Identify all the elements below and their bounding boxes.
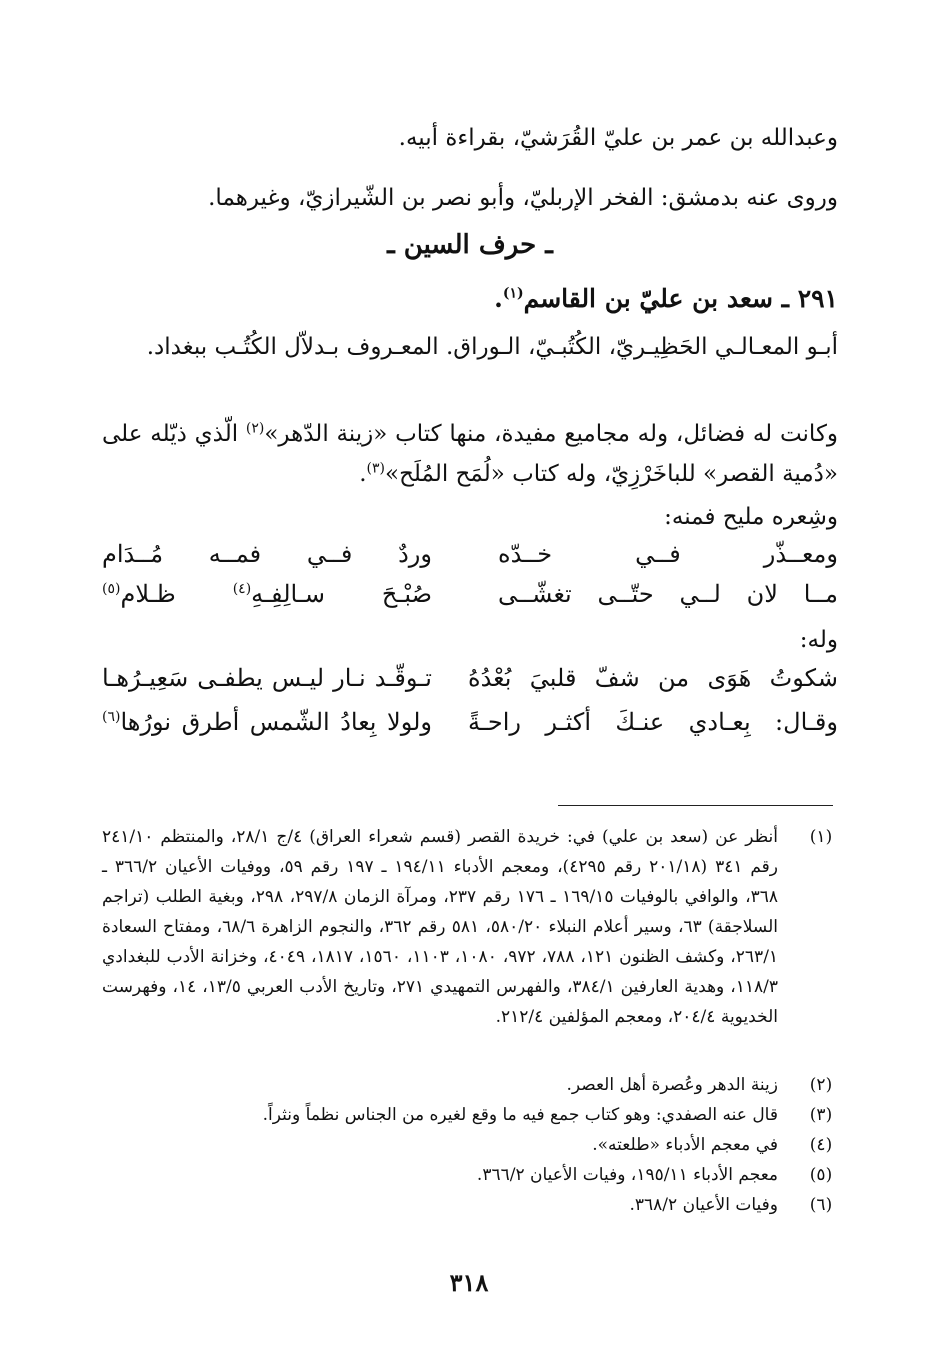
footnote-6 bbox=[102, 1190, 838, 1220]
verse-4-first-hemistich: وقـال: بِعـادي عنـكَ أكثـر راحـةً bbox=[468, 708, 838, 736]
verse-4 bbox=[102, 708, 838, 748]
footnote-text: معجم الأدباء ١٩٥/١١، وفيات الأعيان ٣٦٦/٢. bbox=[476, 1165, 778, 1185]
footnote-number: (١) bbox=[809, 827, 833, 847]
footnote-text: وفيات الأعيان ٣٦٨/٢. bbox=[629, 1195, 778, 1215]
footnote-2 bbox=[102, 1070, 838, 1100]
footnote-3 bbox=[102, 1100, 838, 1130]
footnote-number: (٤) bbox=[809, 1135, 833, 1155]
footnote-ref-3: (٣) bbox=[366, 460, 386, 477]
verse-4-second-hemistich bbox=[102, 708, 432, 736]
verse-1-first-hemistich: ومعــذّر فــي خــدّه bbox=[498, 540, 838, 568]
page-number: ٣١٨ bbox=[449, 1268, 489, 1297]
text-line-2: وروى عنه بدمشق: الفخر الإربليّ، وأبو نصر بن الشّيرازيّ، وغيرهما. bbox=[208, 185, 838, 211]
para2-part-b: الّذي ذيّله على «دُمية القصر» للباخَرْزِيّ، وله كتاب «لُمَح المُلَح» bbox=[102, 421, 838, 487]
verse-3 bbox=[102, 664, 838, 704]
footnote-number: (٥) bbox=[809, 1165, 833, 1185]
footnote-number: (٢) bbox=[809, 1075, 833, 1095]
entry-bio: أبـو المعـالـي الحَظِيـريّ، الكُتُبـيّ، الـوراق. المعـروف بـدلاّل الكُتُـب ببغداد. bbox=[146, 334, 838, 360]
para2-part-a: وكانت له فضائل، وله مجاميع مفيدة، منها كتاب «زينة الدّهر» bbox=[264, 421, 838, 447]
verse-3-second-hemistich: تـوقّـد نـار ليـس يطفـى سَعِيـرُهـا bbox=[102, 664, 432, 692]
entry-title bbox=[102, 284, 838, 313]
verse-4-text: ولولا بِعادُ الشّمس أطرق نورُها bbox=[120, 708, 432, 736]
footnote-separator bbox=[558, 805, 833, 806]
poetry-intro-2: وله: bbox=[799, 627, 838, 653]
entry-title-text: ٢٩١ ـ سعد بن عليّ بن القاسم bbox=[523, 284, 838, 313]
footnote-number: (٦) bbox=[809, 1195, 833, 1215]
poetry-intro: وشِعره مليح فمنه: bbox=[664, 504, 838, 530]
footnote-ref-1: (١) bbox=[502, 285, 524, 302]
verse-1-second-hemistich: وردٌ فــي فمــه مُــدَام bbox=[102, 540, 432, 568]
footnote-ref-2: (٢) bbox=[245, 420, 265, 437]
verse-2-first-hemistich: مــا لان لــي حتّــى تغشّــى bbox=[498, 580, 838, 608]
verse-1 bbox=[102, 540, 838, 580]
footnote-number: (٣) bbox=[809, 1105, 833, 1125]
section-heading: ـ حرف السين ـ bbox=[387, 230, 553, 260]
entry-paragraph-2 bbox=[102, 414, 838, 494]
footnote-4 bbox=[102, 1130, 838, 1160]
footnote-text: في معجم الأدباء «طلعته». bbox=[592, 1135, 778, 1155]
verse-2-part-2: ظـلام bbox=[120, 580, 233, 608]
verse-2-second-hemistich bbox=[102, 580, 432, 608]
entry-title-end: . bbox=[494, 284, 503, 313]
footnote-text: زينة الدهر وعُصرة أهل العصر. bbox=[566, 1075, 778, 1095]
para2-part-c: . bbox=[359, 461, 367, 487]
footnote-ref-6: (٦) bbox=[102, 709, 121, 725]
footnote-ref-4: (٤) bbox=[232, 581, 252, 597]
verse-3-first-hemistich: شكوتُ هَوَى من شفّ قلبيَ بُعْدُهُ bbox=[468, 664, 838, 692]
text-line-1: وعبدالله بن عمر بن عليّ القُرَشيّ، بقراءة أبيه. bbox=[398, 125, 838, 151]
footnote-5 bbox=[102, 1160, 838, 1190]
footnote-text: قال عنه الصفدي: وهو كتاب جمع فيه ما وقع لغيره من الجناس نظماً ونثراً. bbox=[262, 1105, 778, 1125]
footnote-1 bbox=[102, 822, 838, 1032]
verse-2 bbox=[102, 580, 838, 620]
footnote-ref-5: (٥) bbox=[102, 581, 121, 597]
footnote-text: أنظر عن (سعد بن علي) في: خريدة القصر (قسم شعراء العراق) ٤/ج ٢٨/١، والمنتظم ٢٤١/١٠ رقم ٣٤١ (٢٠١/١٨ رقم ٤٢٩٥)، ومعجم الأدباء ١٩٤/١١ ـ ١٩٧ رقم ٥٩، ووفيات الأعيان ٣٦٦/٢ ـ ٣٦٨، والوافي بالوفيات ١٦٩/١٥ ـ ١٧٦ رقم ٢٣٧، ومرآة الزمان ٢٩٧/٨، ٢٩٨، وبغية الطلب (تراجم السلاجقة) ٦٣، وسير أعلام النبلاء ٥٨٠/٢٠، ٥٨١ رقم ٣٦٢، والنجوم الزاهرة ٦٨/٦، ومفتاح السعادة ٢٦٣/١، وكشف الظنون ١٢١، ٧٨٨، ٩٧٢، ١٠٨٠، ١١٠٣، ١٥٦٠، ١٨١٧، ٤٠٤٩، وخزانة الأدب للبغدادي ١١٨/٣، وهدية العارفين ٣٨٤/١، والفهرس التمهيدي ٢٧١، وتاريخ الأدب العربي ١٣/٥، ١٤، وفهرست الخديوية ٢٠٤/٤، ومعجم المؤلفين ٢١٢/٤. bbox=[102, 827, 779, 1027]
verse-2-part-1: صُبْـحَ سـالِفِـهِ bbox=[251, 580, 432, 608]
